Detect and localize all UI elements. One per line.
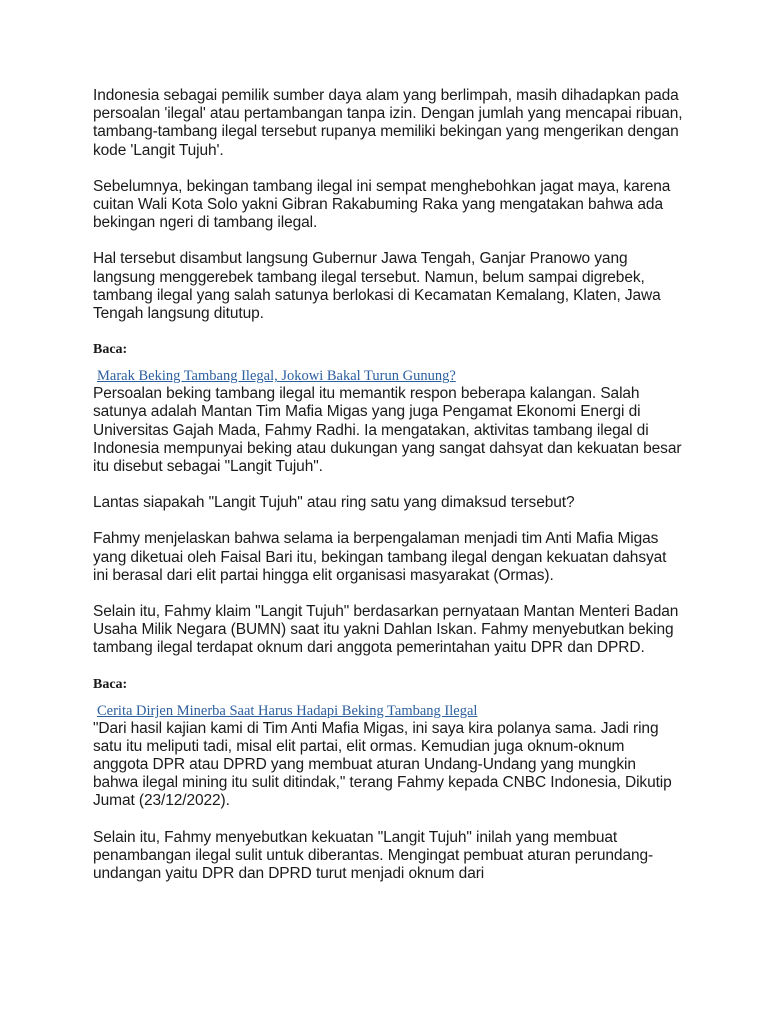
paragraph-2: Sebelumnya, bekingan tambang ilegal ini sempat menghebohkan jagat maya, karena cuitan Wali Kota Solo yakni Gibran Rakabuming Raka yang mengatakan bahwa ada bekingan ngeri di tambang ilegal. [93, 177, 671, 232]
paragraph-4: Persoalan beking tambang ilegal itu memantik respon beberapa kalangan. Salah satunya adalah Mantan Tim Mafia Migas yang juga Pengamat Ekonomi Energi di Universitas Gajah Mada, Fahmy Radhi. Ia mengatakan, aktivitas tambang ilegal di Indonesia mempunyai beking atau dukungan yang sangat dahsyat dan kekuatan besar itu disebut sebagai "Langit Tujuh". [93, 385, 682, 476]
baca-label-2: Baca: [93, 676, 128, 692]
article-body [93, 87, 683, 901]
paragraph-1: Indonesia sebagai pemilik sumber daya alam yang berlimpah, masih dihadapkan pada persoalan 'ilegal' atau pertambangan tanpa izin. Dengan jumlah yang mencapai ribuan, tambang-tambang ilegal tersebut rupanya memiliki bekingan yang mengerikan dengan kode 'Langit Tujuh'. [93, 87, 683, 159]
paragraph-5: Lantas siapakah "Langit Tujuh" atau ring satu yang dimaksud tersebut? [93, 494, 575, 512]
related-link-1[interactable]: Marak Beking Tambang Ilegal, Jokowi Bakal Turun Gunung? [97, 368, 456, 385]
paragraph-9: Selain itu, Fahmy menyebutkan kekuatan "Langit Tujuh" inilah yang membuat penambangan ilegal sulit untuk diberantas. Mengingat pembuat aturan perundang-undangan yaitu DPR dan DPRD turut menjadi oknum dari [93, 828, 654, 883]
baca-label-1: Baca: [93, 342, 128, 358]
paragraph-3: Hal tersebut disambut langsung Gubernur Jawa Tengah, Ganjar Pranowo yang langsung menggerebek tambang ilegal tersebut. Namun, belum sampai digrebek, tambang ilegal yang salah satunya berlokasi di Kecamatan Kemalang, Klaten, Jawa Tengah langsung ditutup. [93, 250, 661, 323]
paragraph-8: "Dari hasil kajian kami di Tim Anti Mafia Migas, ini saya kira polanya sama. Jadi ring satu itu meliputi tadi, misal elit partai, elit ormas. Kemudian juga oknum-oknum anggota DPR atau DPRD yang membuat aturan Undang-Undang yang mungkin bahwa ilegal mining itu sulit ditindak," terang Fahmy kepada CNBC Indonesia, Dikutip Jumat (23/12/2022). [93, 719, 672, 810]
paragraph-6: Fahmy menjelaskan bahwa selama ia berpengalaman menjadi tim Anti Mafia Migas yang diketuai oleh Faisal Bari itu, bekingan tambang ilegal dengan kekuatan dahsyat ini berasal dari elit partai hingga elit organisasi masyarakat (Ormas). [93, 530, 667, 584]
paragraph-7: Selain itu, Fahmy klaim "Langit Tujuh" berdasarkan pernyataan Mantan Menteri Badan Usaha Milik Negara (BUMN) saat itu yakni Dahlan Iskan. Fahmy menyebutkan beking tambang ilegal terdapat oknum dari anggota pemerintahan yaitu DPR dan DPRD. [93, 603, 679, 657]
related-link-line-2 [93, 702, 683, 720]
related-link-2[interactable]: Cerita Dirjen Minerba Saat Harus Hadapi Beking Tambang Ilegal [97, 702, 478, 719]
related-link-line-1 [93, 367, 683, 385]
